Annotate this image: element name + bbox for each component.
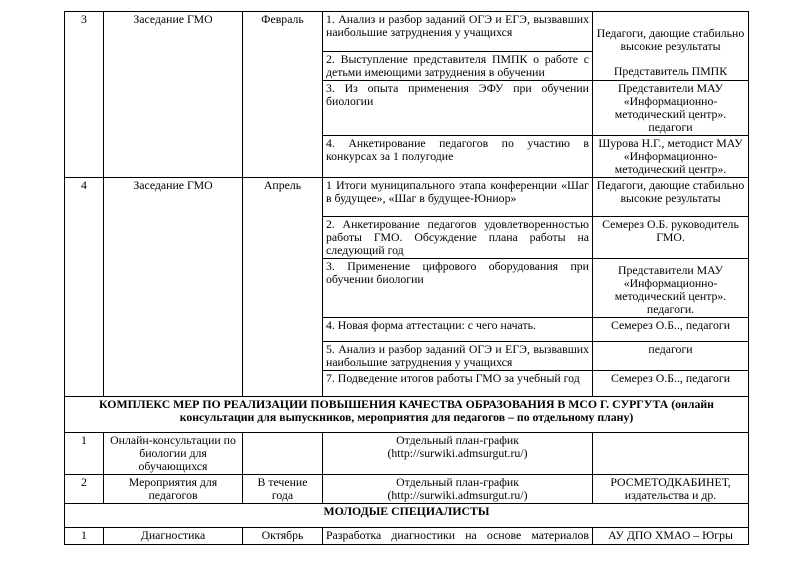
section-header-line: консультации для выпускников, мероприятия для педагогов – по отдельному плану) <box>179 410 634 424</box>
responsible-cell: Представители МАУ «Информационно-методический центр». педагоги <box>593 81 749 136</box>
row-number: 1 <box>65 528 104 545</box>
table-row <box>65 475 749 504</box>
event-month: В течение года <box>243 475 323 504</box>
event-month: Февраль <box>243 12 323 178</box>
content-cell <box>323 528 593 545</box>
table-row <box>65 397 749 433</box>
responsible-cell: Семерез О.Б.., педагоги <box>593 318 749 342</box>
section-header-complex <box>65 397 749 433</box>
content-cell <box>323 433 593 475</box>
agenda-item: 4. Анкетирование педагогов по участию в конкурсах за 1 полугодие <box>323 136 593 178</box>
event-name: Заседание ГМО <box>104 178 243 397</box>
agenda-item: 1. Анализ и разбор заданий ОГЭ и ЕГЭ, вызвавших наибольшие затруднения у учащихся <box>323 12 593 52</box>
content-cell <box>323 475 593 504</box>
responsible-cell <box>593 12 749 81</box>
event-month <box>243 433 323 475</box>
responsible-cell: РОСМЕТОДКАБИНЕТ, издательства и др. <box>593 475 749 504</box>
table-row <box>65 433 749 475</box>
row-number: 3 <box>65 12 104 178</box>
event-name: Диагностика <box>104 528 243 545</box>
agenda-item <box>323 81 593 136</box>
responsible-cell: педагоги <box>593 342 749 371</box>
event-month: Октябрь <box>243 528 323 545</box>
table-row <box>65 12 749 52</box>
section-header-young: МОЛОДЫЕ СПЕЦИАЛИСТЫ <box>65 504 749 528</box>
agenda-item: 7. Подведение итогов работы ГМО за учебный год <box>323 371 593 397</box>
agenda-item-line: 3. Из опыта применения ЭФУ при обучении <box>326 81 589 95</box>
responsible-cell <box>593 433 749 475</box>
event-name: Онлайн-консультации по биологии для обучающихся <box>104 433 243 475</box>
agenda-item: 4. Новая форма аттестации: с чего начать. <box>323 318 593 342</box>
event-name: Мероприятия для педагогов <box>104 475 243 504</box>
responsible-cell: Представители МАУ «Информационно-методический центр». педагоги. <box>593 259 749 318</box>
content-line-url: (http://surwiki.admsurgut.ru/) <box>387 446 528 460</box>
table-row <box>65 528 749 545</box>
agenda-item-line: биологии <box>326 94 374 108</box>
table-row <box>65 178 749 217</box>
agenda-item: 2. Выступление представителя ПМПК о работе с детьми имеющими затруднения в обучении <box>323 52 593 81</box>
methodical-plan-table <box>64 11 749 545</box>
responsible-cell: Семерез О.Б.., педагоги <box>593 371 749 397</box>
event-month: Апрель <box>243 178 323 397</box>
content-line-url: (http://surwiki.admsurgut.ru/) <box>387 488 528 502</box>
event-name: Заседание ГМО <box>104 12 243 178</box>
content-line: Разработка диагностики на основе материалов <box>326 528 589 542</box>
content-line: Отдельный план-график <box>396 433 519 447</box>
responsible-cell: АУ ДПО ХМАО – Югры <box>593 528 749 545</box>
responsible-cell: Семерез О.Б. руководитель ГМО. <box>593 217 749 259</box>
responsible-text: Представитель ПМПК <box>613 64 728 78</box>
responsible-text: Педагоги, дающие стабильно высокие результаты <box>596 26 745 53</box>
responsible-cell: Педагоги, дающие стабильно высокие результаты <box>593 178 749 217</box>
row-number: 4 <box>65 178 104 397</box>
agenda-item <box>323 259 593 318</box>
content-line: Отдельный план-график <box>396 475 519 489</box>
agenda-item-line: обучении биологии <box>326 272 424 286</box>
agenda-item: 1 Итоги муниципального этапа конференции «Шаг в будущее», «Шаг в будущее-Юниор» <box>323 178 593 217</box>
row-number: 1 <box>65 433 104 475</box>
agenda-item: 5. Анализ и разбор заданий ОГЭ и ЕГЭ, вызвавших наибольшие затруднения у учащихся <box>323 342 593 371</box>
section-header-line: КОМПЛЕКС МЕР ПО РЕАЛИЗАЦИИ ПОВЫШЕНИЯ КАЧЕСТВА ОБРАЗОВАНИЯ В МСО Г. СУРГУТА (онлайн <box>99 397 714 411</box>
agenda-item: 2. Анкетирование педагогов удовлетворенностью работы ГМО. Обсуждение плана работы на следующий год <box>323 217 593 259</box>
row-number: 2 <box>65 475 104 504</box>
responsible-cell: Шурова Н.Г., методист МАУ «Информационно-методический центр». <box>593 136 749 178</box>
agenda-item-line: 3. Применение цифрового оборудования при <box>326 259 589 273</box>
table-row <box>65 504 749 528</box>
